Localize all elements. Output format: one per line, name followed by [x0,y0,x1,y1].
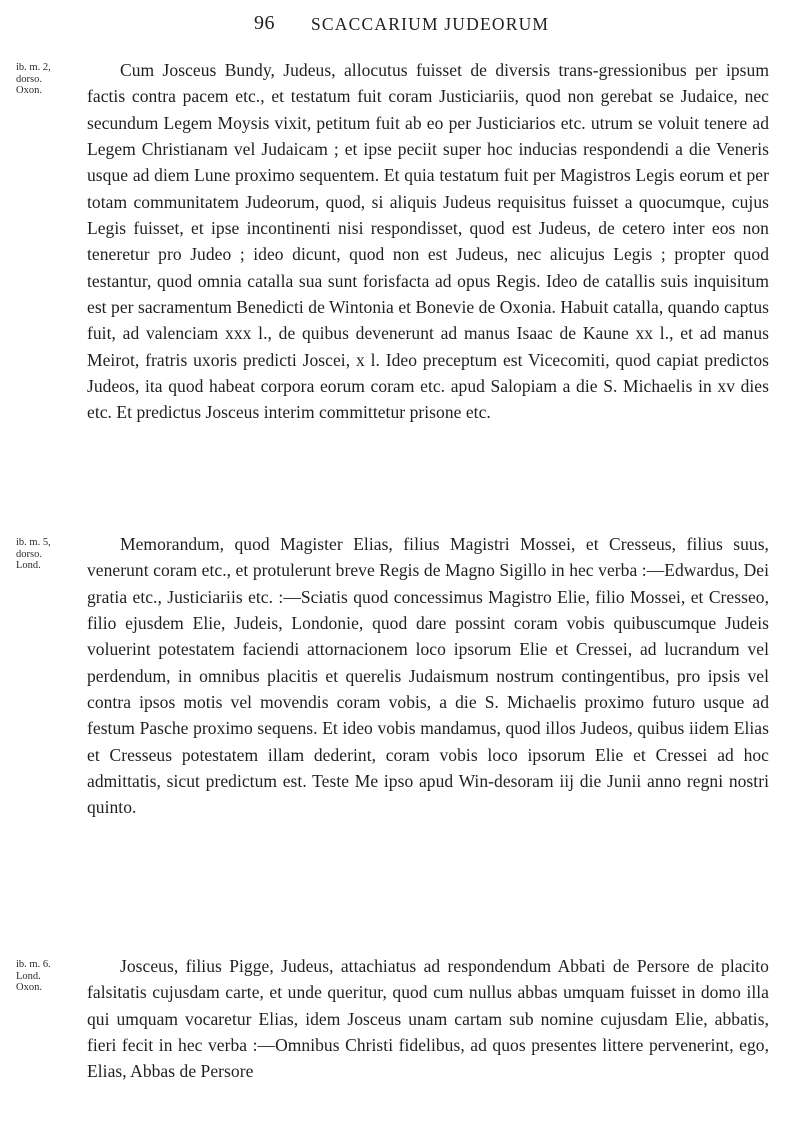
page-number: 96 [254,12,275,34]
page-header [0,12,800,42]
entry-paragraph-2: Memorandum, quod Magister Elias, filius Magistri Mossei, et Cresseus, filius suus, venerunt coram etc., et protulerunt breve Regis de Magno Sigillo in hec verba :—Edwardus, Dei gratia etc., Justiciariis etc. :—Sciatis quod concessimus Magistro Elie, filio Mossei, et Cresseo, filio ejusdem Elie, Judeis, Londonie, quod dare possint coram vobis quibuscumque Judeis voluerint potestatem faciendi attornacionem loco ipsorum Elie et Cressei, ad lucrandum vel perdendum, in omnibus placitis et querelis Judaismum nostrum contingentibus, pro ipsis vel contra ipsos motis vel movendis coram vobis, a die S. Michaelis proximo futuro usque ad festum Pasche proximo sequens. Et ideo vobis mandamus, quod illos Judeos, quibus iidem Elias et Cresseus potestatem illam dederint, coram vobis loco ipsorum Elie et Cressei ad hoc admittatis, sicut predictum est. Teste Me ipso apud Win-desoram iij die Junii anno regni nostri quinto. [87,534,769,818]
entry-paragraph-1: Cum Josceus Bundy, Judeus, allocutus fuisset de diversis trans-gressionibus per ipsum factis contra pacem etc., et testatum fuit coram Justiciariis, quod non gerebat se Judaice, nec secundum Legem Moysis vixit, petitum fuit ab eo per Justiciarios etc. utrum se voluit tenere ad Legem Christianam vel Judaicam ; et ipse peciit super hoc inducias respondendi a die Veneris usque ad diem Lune proximo sequentem. Et quia testatum fuit per Magistros Legis eorum et per totam communitatem Judeorum, quod, si aliquis Judeus requisitus fuisset a quocumque, cujus Legis fuisset, et ipse incontinenti nisi respondisset, quod est Judeus, de cetero inter eos non teneretur pro Judeo ; ideo dicunt, quod non est Judeus, nec alicujus Legis ; propter quod testantur, quod omnia catalla sua sunt forisfacta ad opus Regis. Ideo de catallis suis inquisitum est per sacramentum Benedicti de Wintonia et Bonevie de Oxonia. Habuit catalla, quando captus fuit, ad valenciam xxx l., de quibus devenerunt ad manus Isaac de Kaune xx l., et ad manus Meirot, fratris uxoris predicti Joscei, x l. Ideo preceptum est Vicecomiti, quod capiat predictos Judeos, ita quod habeat corpora eorum coram etc. apud Salopiam a die S. Michaelis in xv dies etc. Et predictus Josceus interim committetur prisone etc. [87,60,769,423]
margin-note-3: ib. m. 6. Lond. Oxon. [16,959,51,993]
entry-paragraph-3: Josceus, filius Pigge, Judeus, attachiatus ad respondendum Abbati de Persore de placito falsitatis cujusdam carte, et unde queritur, quod cum nullus abbas umquam fuisset in domo illa qui umquam vocaretur Elias, idem Josceus unam cartam sub nomine cujusdam Elie, abbatis, fieri fecit in hec verba :—Omnibus Christi fidelibus, ad quos presentes littere pervenerint, ego, Elias, Abbas de Persore [87,956,769,1082]
margin-note-2: ib. m. 5, dorso. Lond. [16,537,51,571]
running-head: SCACCARIUM JUDEORUM [311,14,550,34]
margin-note-1: ib. m. 2, dorso. Oxon. [16,62,51,96]
